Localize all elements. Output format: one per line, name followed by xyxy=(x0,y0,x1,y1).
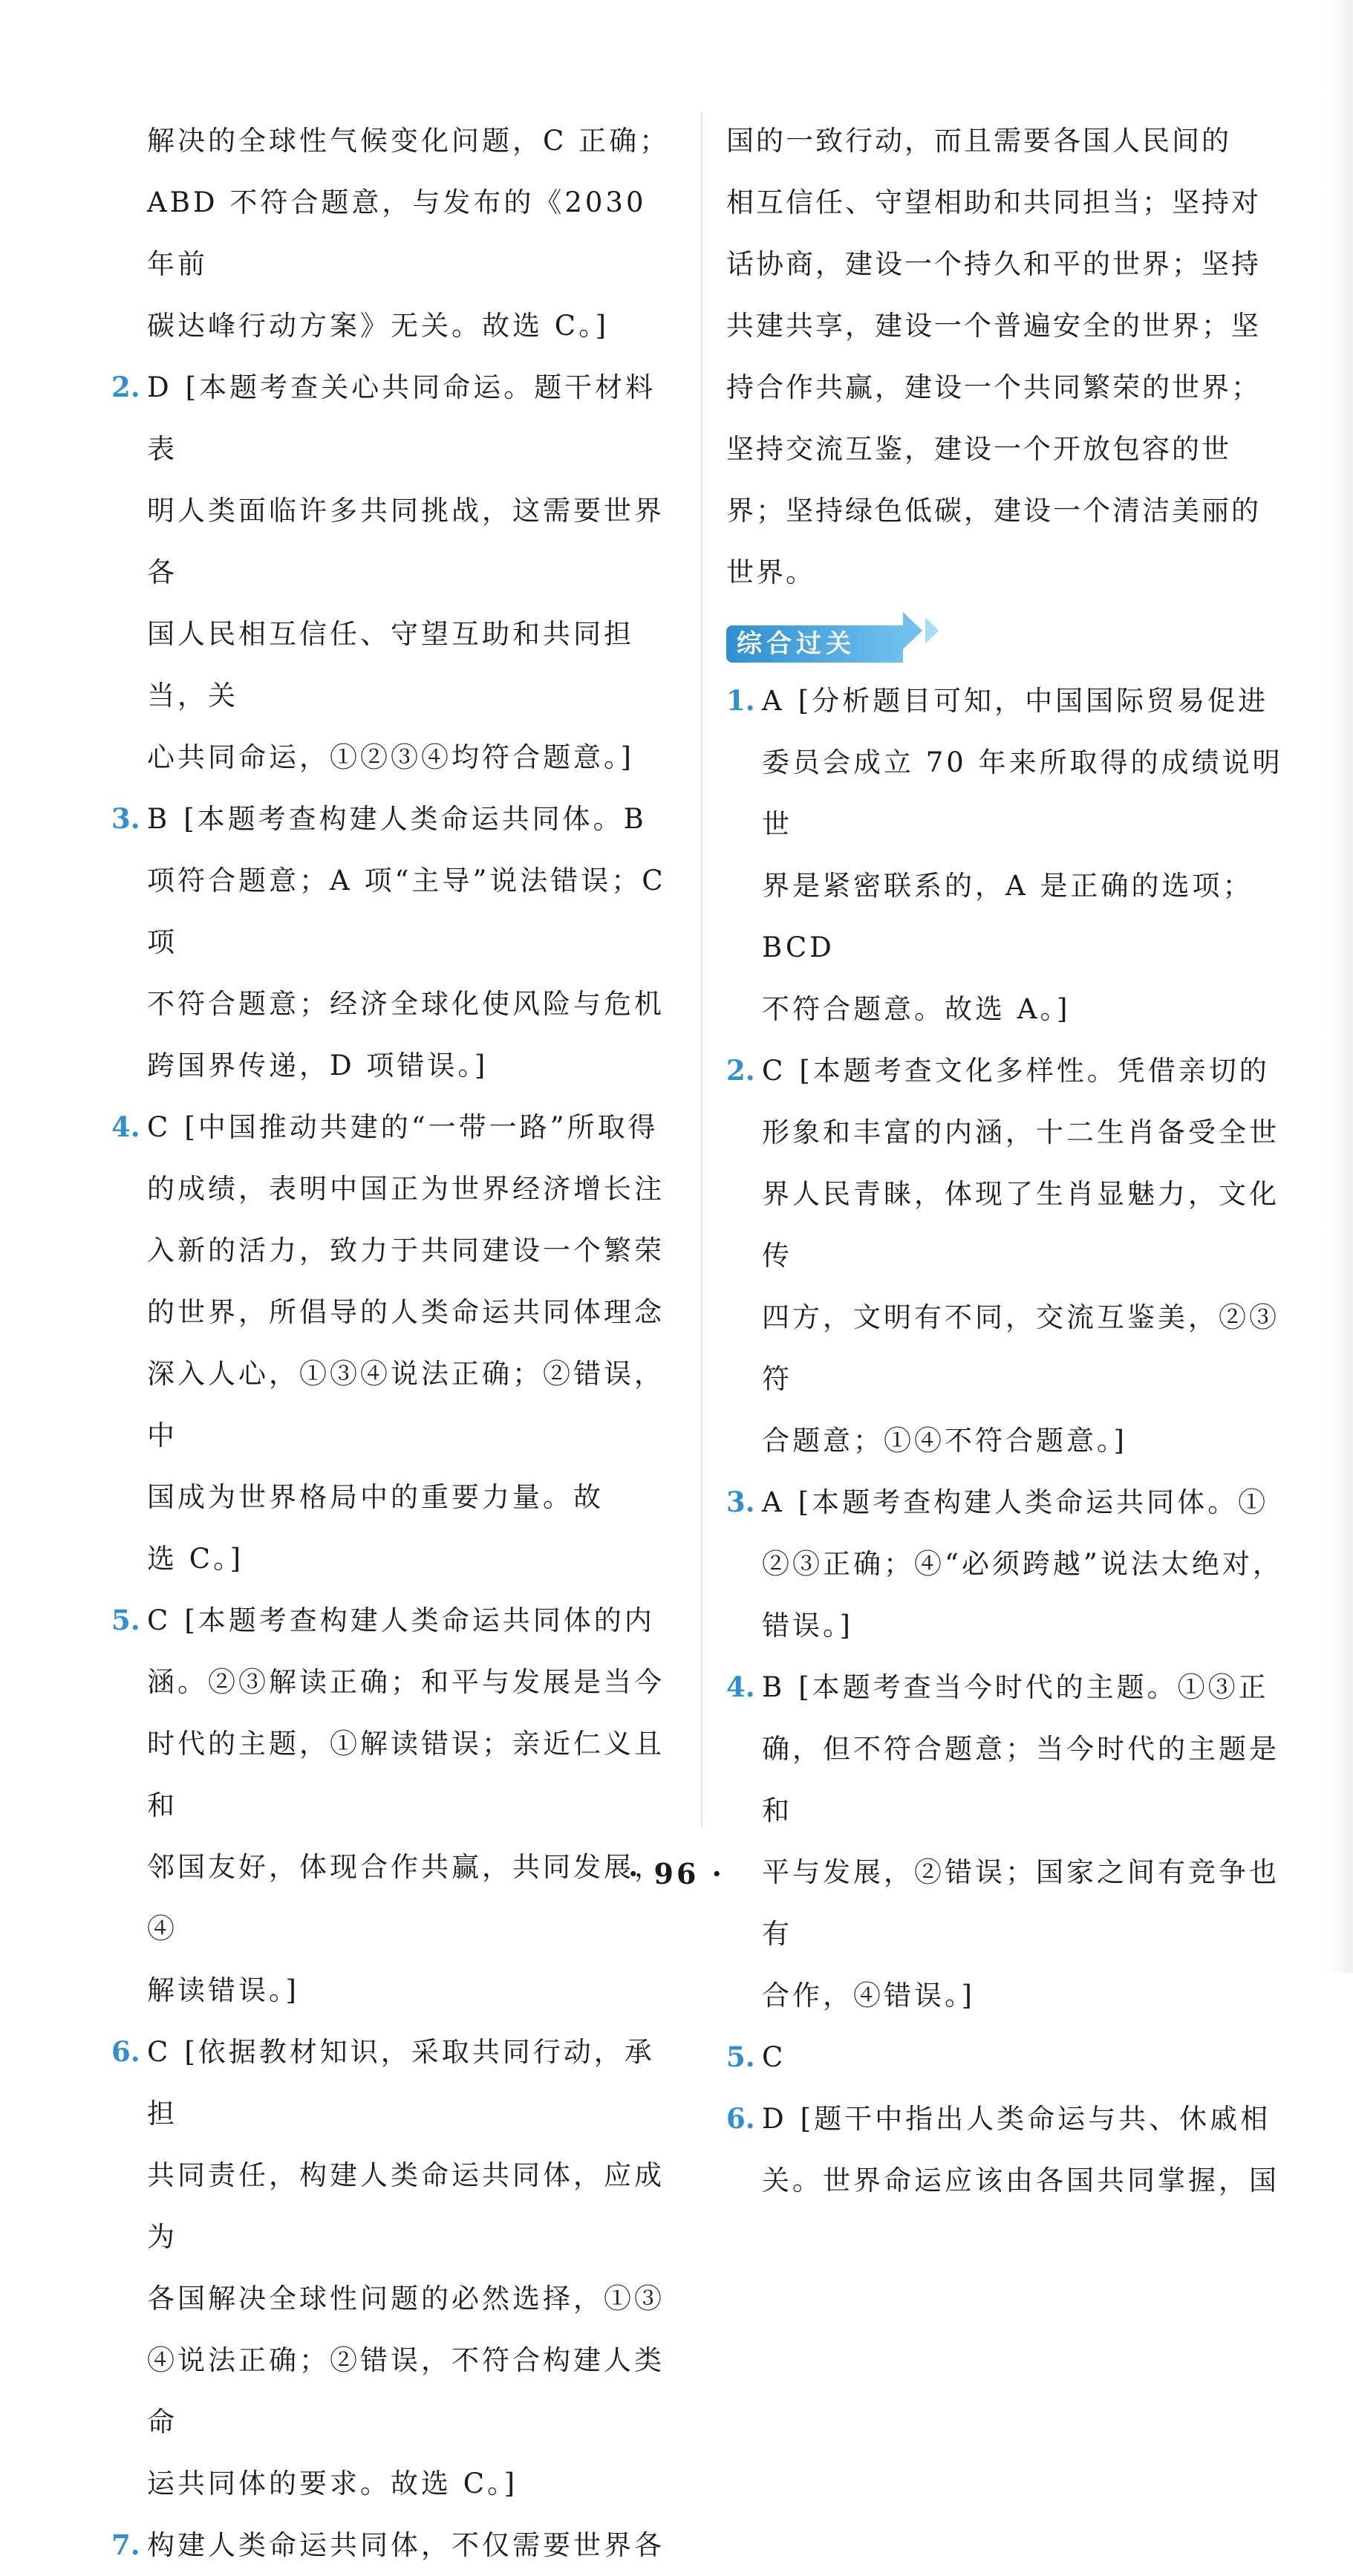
text-line: 国的一致行动，而且需要各国人民间的 xyxy=(726,125,1231,157)
text-line: 形象和丰富的内涵，十二生肖备受全世 xyxy=(762,1116,1279,1148)
text-line: [依据教材知识，采取共同行动，承担 xyxy=(147,2036,655,2130)
item-number: 3. xyxy=(726,1486,755,1518)
section-label: 综合过关 xyxy=(726,625,903,663)
text-line: 各国解决全球性问题的必然选择，①③ xyxy=(147,2283,665,2315)
answer-item-5 xyxy=(726,2026,1298,2088)
text-line: 明人类面临许多共同挑战，这需要世界各 xyxy=(147,495,665,588)
text-line: 邻国友好，体现合作共赢，共同发展，④ xyxy=(147,1851,665,1945)
item-number: 2. xyxy=(726,1054,755,1087)
text-line: 国成为世界格局中的重要力量。故 xyxy=(147,1481,604,1513)
text-line: 解读错误。] xyxy=(147,1974,299,2006)
continuation-text xyxy=(726,110,1298,603)
arrow-icon xyxy=(903,612,922,649)
text-line: 时代的主题，①解读错误；亲近仁义且和 xyxy=(147,1728,665,1821)
text-line: [本题考查文化多样性。凭借亲切的 xyxy=(799,1055,1270,1087)
text-line: 相互信任、守望相助和共同担当；坚持对 xyxy=(726,186,1261,218)
answer-item-2 xyxy=(111,357,676,788)
text-line: 涵。②③解读正确；和平与发展是当今 xyxy=(147,1666,665,1698)
text-line: ABD 不符合题意，与发布的《2030 年前 xyxy=(147,186,647,280)
item-answer: B xyxy=(147,803,171,835)
text-line: 世界。 xyxy=(726,556,815,588)
text-line: 坚持交流互鉴，建设一个开放包容的世 xyxy=(726,433,1231,465)
text-line: 合题意；①④不符合题意。] xyxy=(762,1425,1127,1457)
answer-item-6 xyxy=(726,2088,1298,2211)
column-divider xyxy=(701,111,702,1827)
item-number: 5. xyxy=(111,1604,140,1636)
text-line: 界；坚持绿色低碳，建设一个清洁美丽的 xyxy=(726,495,1261,527)
arrow-icon xyxy=(925,617,939,644)
item-answer: C xyxy=(762,1055,786,1087)
text-line: ②③正确；④“必须跨越”说法太绝对， xyxy=(762,1548,1283,1580)
text-line: 构建人类命运共同体，不仅需要世界各 xyxy=(147,2529,665,2561)
text-line: [分析题目可知，中国国际贸易促进 xyxy=(798,685,1269,717)
text-line: 深入人心，①③④说法正确；②错误，中 xyxy=(147,1358,665,1451)
answer-item-7 xyxy=(111,2514,676,2576)
right-column xyxy=(726,110,1298,2211)
text-line: 跨国界传递，D 项错误。] xyxy=(147,1050,489,1082)
answer-item-5 xyxy=(111,1590,676,2021)
item-answer: C xyxy=(147,2036,172,2068)
item-answer: C xyxy=(762,2041,786,2073)
item-answer: D xyxy=(762,2103,787,2135)
text-line: 项符合题意；A 项“主导”说法错误；C 项 xyxy=(147,865,666,958)
text-line: 不符合题意。故选 A。] xyxy=(762,993,1071,1025)
item-number: 1. xyxy=(726,684,755,717)
text-line: [本题考查构建人类命运共同体。B xyxy=(183,803,647,835)
text-line: 选 C。] xyxy=(147,1543,244,1575)
text-line: [本题考查构建人类命运共同体。① xyxy=(798,1486,1269,1518)
text-line: 的世界，所倡导的人类命运共同体理念 xyxy=(147,1296,665,1328)
text-line: [本题考查当今时代的主题。①③正 xyxy=(798,1671,1269,1703)
item-answer: B xyxy=(762,1671,786,1703)
page-edge-shadow xyxy=(1326,0,1353,1973)
text-line: 共建共享，建设一个普遍安全的世界；坚 xyxy=(726,310,1261,342)
item-number: 4. xyxy=(111,1110,140,1143)
text-line: [本题考查构建人类命运共同体的内 xyxy=(184,1604,655,1636)
answer-item-4 xyxy=(111,1096,676,1590)
text-line: 入新的活力，致力于共同建设一个繁荣 xyxy=(147,1235,665,1266)
text-line: 心共同命运，①②③④均符合题意。] xyxy=(147,741,634,773)
text-line: 界人民青睐，体现了生肖显魅力，文化传 xyxy=(762,1178,1279,1272)
answer-item-6 xyxy=(111,2021,676,2514)
item-number: 3. xyxy=(111,802,140,835)
item-answer: C xyxy=(147,1604,172,1636)
item-number: 6. xyxy=(111,2035,140,2068)
answer-item-4 xyxy=(726,1656,1298,2026)
item-number: 5. xyxy=(726,2040,755,2073)
section-header-zonghe-guoguan xyxy=(726,612,1298,664)
text-line: 错误。] xyxy=(762,1610,853,1642)
item-answer: A xyxy=(762,1486,785,1518)
text-line: [本题考查关心共同命运。题干材料表 xyxy=(147,371,656,465)
text-line: 共同责任，构建人类命运共同体，应成为 xyxy=(147,2159,665,2253)
text-line: 委员会成立 70 年来所取得的成绩说明世 xyxy=(762,747,1283,840)
text-line: 合作，④错误。] xyxy=(762,1980,975,2011)
text-line: [中国推动共建的“一带一路”所取得 xyxy=(184,1111,659,1143)
answer-item-3 xyxy=(726,1471,1298,1656)
text-line: 碳达峰行动方案》无关。故选 C。] xyxy=(147,310,610,342)
answer-item-2 xyxy=(726,1040,1298,1471)
text-line: 解决的全球性气候变化问题，C 正确； xyxy=(147,125,671,157)
text-line: 话协商，建设一个持久和平的世界；坚持 xyxy=(726,248,1261,280)
item-number: 2. xyxy=(111,371,140,403)
answer-item-3 xyxy=(111,788,676,1096)
item-number: 4. xyxy=(726,1671,755,1703)
text-line: 不符合题意；经济全球化使风险与危机 xyxy=(147,988,665,1020)
item-answer: D xyxy=(147,371,172,403)
left-column xyxy=(111,110,676,2576)
text-line: 关。世界命运应该由各国共同掌握，国 xyxy=(762,2164,1279,2196)
text-line: ④说法正确；②错误，不符合构建人类命 xyxy=(147,2344,665,2438)
text-line: 四方，文明有不同，交流互鉴美，②③符 xyxy=(762,1301,1279,1395)
text-line: 界是紧密联系的，A 是正确的选项；BCD xyxy=(762,870,1253,963)
text-line: 运共同体的要求。故选 C。] xyxy=(147,2468,518,2499)
text-line: 确，但不符合题意；当今时代的主题是和 xyxy=(762,1733,1279,1827)
text-line: [题干中指出人类命运与共、休戚相 xyxy=(800,2103,1271,2135)
intro-text xyxy=(111,110,676,357)
item-answer: C xyxy=(147,1111,172,1143)
text-line: 持合作共赢，建设一个共同繁荣的世界； xyxy=(726,371,1261,403)
item-number: 6. xyxy=(726,2102,755,2135)
text-line: 平与发展，②错误；国家之间有竞争也有 xyxy=(762,1856,1279,1950)
answer-item-1 xyxy=(726,670,1298,1040)
text-line: 的成绩，表明中国正为世界经济增长注 xyxy=(147,1173,665,1205)
item-number: 7. xyxy=(111,2528,140,2561)
page-number: · 96 · xyxy=(628,1857,725,1890)
text-line: 国人民相互信任、守望互助和共同担当，关 xyxy=(147,618,634,712)
item-answer: A xyxy=(762,685,785,717)
